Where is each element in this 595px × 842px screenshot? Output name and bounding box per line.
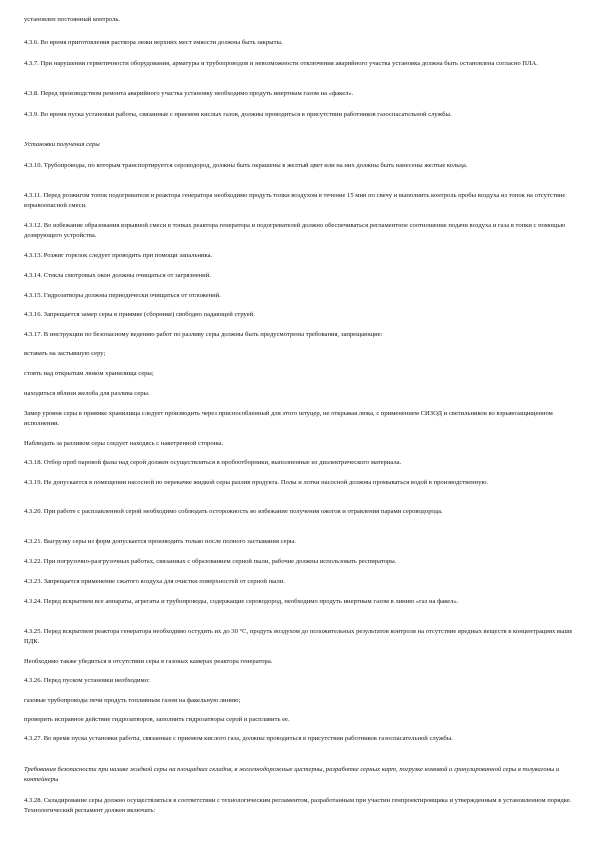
list-item: проверить исправное действие гидрозатворов, заполнить гидрозатворы серой и расплавить ее. [24,716,290,723]
paragraph-text: 4.3.20. При работе с расплавленной серой необходимо соблюдать осторожность во избежание получения ожогов и отравления парами сероводорода. [24,508,443,515]
paragraph-text: 4.3.8. Перед производством ремонта аварийного участка установку необходимо продуть инертным газом на «факел». [24,90,354,97]
paragraph-text: 4.3.27. Во время пуска установки работы, связанные с приемом кислого газа, должны проводиться в присутствии работников газоспасательной службы. [24,735,453,742]
paragraph-text: 4.3.21. Выгрузку серы из форм допускается производить только после полного застывания серы. [24,538,296,545]
paragraph-text: 4.3.28. Складирование серы должно осуществляться в соответствии с технологическим регламентом, разработанным при участии генпроектировщика и утвержденным в установленном порядке. Технологический регламент должен включать: [24,797,572,814]
list-item: стоять над открытым люком хранилища серы; [24,370,154,377]
paragraph-text: установлен постоянный контроль. [24,16,121,23]
paragraph-text: 4.3.11. Перед розжигом топок подогревателя и реактора генератора необходимо продуть топки воздухом в течение 15 мин по свечу и выполнить контроль пробы воздуха из топок на отсутствие взрывоопасной смеси. [24,192,566,209]
list-item: газовые трубопроводы печи продуть топливным газом на факельную линию; [24,697,241,704]
paragraph-text: 4.3.13. Розжиг горелок следует проводить при помощи запальника. [24,252,213,259]
list-item: находиться вблизи желоба для разлива серы. [24,390,150,397]
paragraph-text: 4.3.15. Гидрозатворы должны периодически очищаться от отложений. [24,292,221,299]
section-heading: Установки получения серы [24,141,100,148]
paragraph-text: 4.3.18. Отбор проб паровой фазы над серой должен осуществляться в пробоотборники, выполненные из диэлектрического материала. [24,459,402,466]
paragraph-text: 4.3.25. Перед вскрытием реактора генератора необходимо остудить их до 30 °С, продуть воздухом до положительных результатов контроля на отсутствие вредных веществ в концентрациях выше ПДК. [24,628,573,645]
paragraph-text: 4.3.7. При нарушении герметичности оборудования, арматуры и трубопроводов и невозможности отключения аварийного участка установка должна быть остановлена согласно ПЛА. [24,60,538,67]
paragraph-text: 4.3.17. В инструкции по безопасному ведению работ по разливу серы должны быть предусмотрены требования, запрещающие: [24,331,383,338]
paragraph-text: 4.3.6. Во время приготовления раствора люки верхних мест емкости должны быть закрыты. [24,39,283,46]
paragraph-text: 4.3.12. Во избежание образования взрывной смеси в топках реактора генератора и подогревателей должно обеспечиваться регламентное соотношение подачи воздуха и газа в топки с помощью дозирующего устройства. [24,222,566,239]
list-item: вставать на застывшую серу; [24,350,106,357]
paragraph-text: 4.3.10. Трубопроводы, по которым транспортируется сероводород, должны быть окрашены в желтый цвет или на них должны быть нанесены желтые кольца. [24,162,468,169]
paragraph-text: 4.3.16. Запрещается замер серы в приямке (сборнике) свободно падающей струей. [24,311,255,318]
paragraph-text: 4.3.19. Не допускается в помещении насосной по перекачке жидкой серы разлив продукта. Полы и лотки насосной должны промываться водой в производственную. [24,479,489,486]
paragraph-text: Наблюдать за разливом серы следует находясь с наветренной стороны. [24,440,224,447]
section-heading: Требования безопасности при наливе жидкой серы на площадках складов, в железнодорожные цистерны, разработке серных карт, погрузке комовой и гранулированной серы в полувагоны и контейнеры [24,766,560,783]
paragraph-text: 4.3.23. Запрещается применение сжатого воздуха для очистки поверхностей от серной пыли. [24,578,286,585]
paragraph-text: Необходимо также убедиться в отсутствии серы в газовых камерах реактора генератора. [24,658,273,665]
paragraph-text: Замер уровня серы в приямке хранилища следует производить через приспособленный для этого штуцер, не открывая люка, с применением СИЗОД и светильников во взрывозащищенном исполнении. [24,410,553,427]
paragraph-text: 4.3.9. Во время пуска установки работы, связанные с приемом кислых газов, должны проводиться в присутствии работников газоспасательной службы. [24,111,452,118]
paragraph-text: 4.3.22. При погрузочно-разгрузочных работах, связанных с образованием серной пыли, рабочие должны использовать респираторы. [24,558,397,565]
paragraph-text: 4.3.26. Перед пуском установки необходимо: [24,677,150,684]
paragraph-text: 4.3.24. Перед вскрытием все аппараты, агрегаты и трубопроводы, содержащие сероводород, необходимо продуть инертным газом в линию «газ на факел». [24,598,459,605]
paragraph-text: 4.3.14. Стекла смотровых окон должны очищаться от загрязнений. [24,272,211,279]
